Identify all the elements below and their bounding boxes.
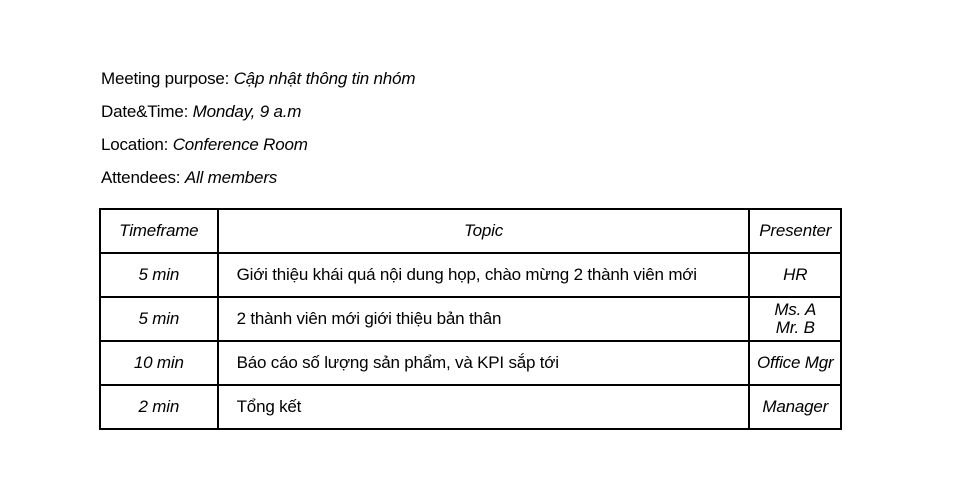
row-topic: 2 thành viên mới giới thiệu bản thân (218, 297, 750, 341)
header-presenter: Presenter (749, 209, 841, 253)
row-topic: Báo cáo số lượng sản phẩm, và KPI sắp tới (218, 341, 750, 385)
meeting-attendees-label: Attendees: (101, 168, 185, 187)
meeting-datetime (101, 95, 415, 128)
meeting-location-value: Conference Room (172, 135, 308, 154)
presenter-name: HR (783, 265, 808, 284)
table-row (100, 341, 841, 385)
presenter-name: Ms. A (774, 300, 817, 319)
meeting-datetime-label: Date&Time: (101, 102, 193, 121)
row-timeframe: 5 min (100, 297, 218, 341)
row-timeframe: 2 min (100, 385, 218, 429)
row-presenter (749, 253, 841, 297)
meeting-purpose (101, 62, 415, 95)
agenda-table (99, 208, 842, 430)
header-topic: Topic (218, 209, 750, 253)
table-row (100, 297, 841, 341)
header-timeframe: Timeframe (100, 209, 218, 253)
row-presenter (749, 341, 841, 385)
row-presenter (749, 297, 841, 341)
presenter-name: Manager (762, 397, 829, 416)
meeting-location (101, 128, 415, 161)
meeting-datetime-value: Monday, 9 a.m (192, 102, 302, 121)
row-timeframe: 5 min (100, 253, 218, 297)
presenter-name: Mr. B (775, 318, 815, 337)
meeting-info (101, 62, 415, 194)
meeting-purpose-label: Meeting purpose: (101, 69, 234, 88)
presenter-name: Office Mgr (757, 353, 834, 372)
table-row (100, 253, 841, 297)
row-presenter (749, 385, 841, 429)
row-timeframe: 10 min (100, 341, 218, 385)
row-topic: Giới thiệu khái quá nội dung họp, chào mừng 2 thành viên mới (218, 253, 750, 297)
row-topic: Tổng kết (218, 385, 750, 429)
meeting-attendees (101, 161, 415, 194)
meeting-location-label: Location: (101, 135, 173, 154)
meeting-attendees-value: All members (184, 168, 278, 187)
agenda-header-row (100, 209, 841, 253)
table-row (100, 385, 841, 429)
meeting-purpose-value: Cập nhật thông tin nhóm (233, 69, 416, 88)
